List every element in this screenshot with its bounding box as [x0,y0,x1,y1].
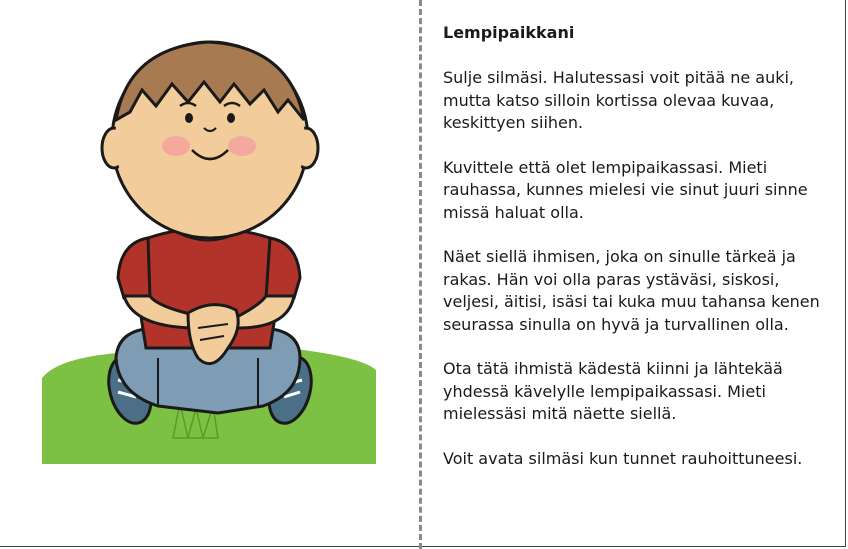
card-title: Lempipaikkani [443,23,575,42]
dashed-divider [419,0,422,549]
paragraph-2: Kuvittele että olet lempipaikassasi. Mieti rauhassa, kunnes mielesi vie sinut juuri sinne missä haluat olla. [443,157,808,222]
paragraph-4: Ota tätä ihmistä kädestä kiinni ja lähtekää yhdessä kävelylle lempipaikassasi. Mieti mielessäsi mitä näette siellä. [443,359,783,423]
cheek-icon [162,136,190,156]
paragraph-1: Sulje silmäsi. Halutessasi voit pitää ne auki, mutta katso silloin kortissa olevaa kuvaa, keskittyen siihen. [443,68,795,132]
paragraph-3: Näet siellä ihmisen, joka on sinulle tärkeä ja rakas. Hän voi olla paras ystäväsi, siskosi, veljesi, äitisi, isäsi tai kuka muu tahansa kenen seurassa sinulla on hyvä ja turvallinen olla. [443,247,820,334]
left-eye-icon [185,113,193,123]
instruction-panel [443,22,833,492]
paragraph-5: Voit avata silmäsi kun tunnet rauhoittuneesi. [443,448,803,468]
right-eye-icon [227,113,235,123]
sitting-boy-illustration [38,28,378,473]
